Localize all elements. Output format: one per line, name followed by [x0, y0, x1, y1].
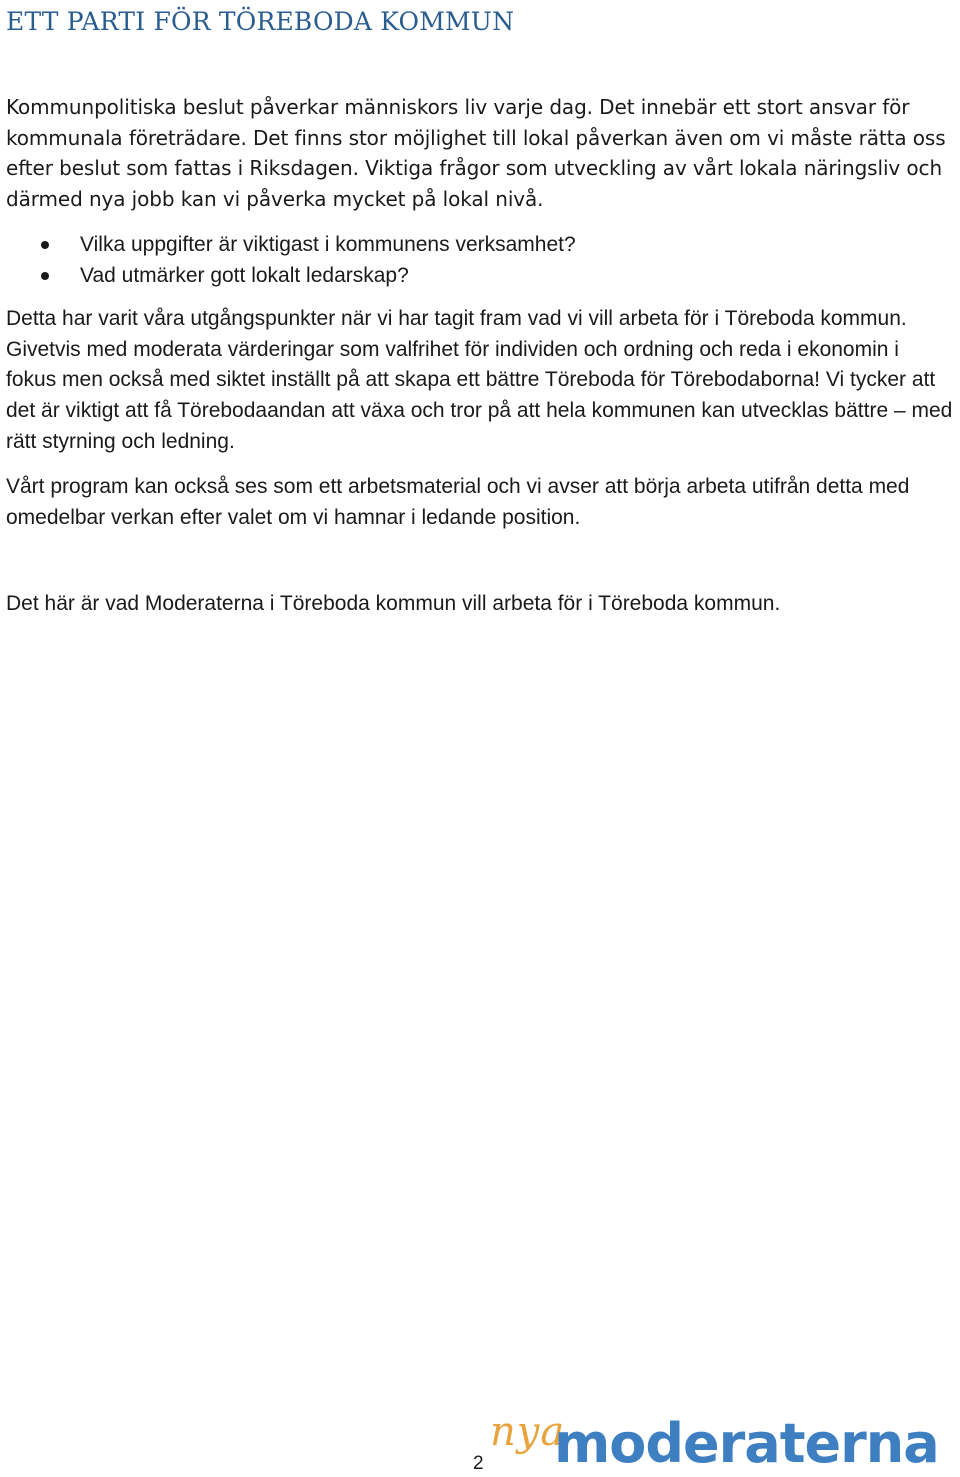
- list-item: [0, 229, 576, 260]
- list-item: [0, 260, 576, 291]
- logo-wordmark: moderaterna: [554, 1412, 939, 1475]
- bullet-icon: [41, 241, 49, 249]
- nya-moderaterna-logo: [490, 1408, 955, 1476]
- closing-paragraph: Det här är vad Moderaterna i Töreboda kommun vill arbeta för i Töreboda kommun.: [6, 592, 781, 615]
- page-number: 2: [473, 1453, 484, 1474]
- logo-prefix: nya: [490, 1409, 566, 1455]
- list-item-text: Vad utmärker gott lokalt ledarskap?: [80, 264, 409, 287]
- question-list: [0, 229, 576, 291]
- intro-paragraph: Kommunpolitiska beslut påverkar människors liv varje dag. Det innebär ett stort ansvar för kommunala företrädare. Det finns stor möjlighet till lokal påverkan även om vi måste rätta oss efter beslut som fattas i Riksdagen. Viktiga frågor som utveckling av vårt lokala näringsliv och därmed nya jobb kan vi påverka mycket på lokal nivå.: [6, 95, 946, 212]
- list-item-text: Vilka uppgifter är viktigast i kommunens verksamhet?: [80, 233, 576, 256]
- starting-points-paragraph: Detta har varit våra utgångspunkter när vi har tagit fram vad vi vill arbeta för i Töreboda kommun. Givetvis med moderata värderingar som valfrihet för individen och ordning och reda i ekonomin i fokus men också med siktet inställt på att skapa ett bättre Töreboda för Törebodaborna! Vi tycker att det är viktigt att få Törebodaandan att växa och tror på att hela kommunen kan utvecklas bättre – med rätt styrning och ledning.: [6, 307, 953, 453]
- program-paragraph: Vårt program kan också ses som ett arbetsmaterial och vi avser att börja arbeta utifrån detta med omedelbar verkan efter valet om vi hamnar i ledande position.: [6, 475, 910, 529]
- page-title: ETT PARTI FÖR TÖREBODA KOMMUN: [6, 7, 515, 36]
- bullet-icon: [41, 272, 49, 280]
